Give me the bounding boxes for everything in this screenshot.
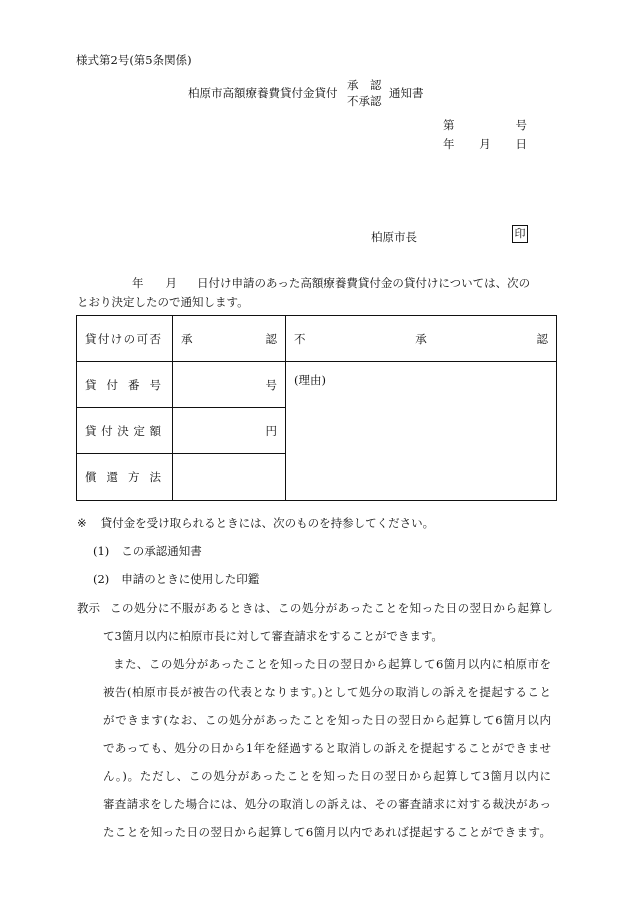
instruction-line-7: ん。)。ただし、この処分があったことを知った日の翌日から起算して3箇月以内に	[103, 769, 551, 783]
intro-line-1	[77, 275, 530, 291]
instruction-line-2: て3箇月以内に柏原市長に対して審査請求をすることができます。	[103, 629, 443, 643]
number-suffix: 号	[515, 118, 527, 132]
instruction-label: 教示	[77, 601, 100, 615]
instruction-line-8: 審査請求をした場合には、処分の取消しの訴えは、その審査請求に対する裁決があっ	[103, 797, 551, 811]
label-repayment-method: 償 還 方 法	[77, 454, 173, 501]
label-loan-approval: 貸 付 け の 可 否	[77, 316, 173, 362]
intro-year: 年	[132, 276, 144, 290]
instruction-line-4: 被告(柏原市長が被告の代表となります。)として処分の取消しの訴えを提起すること	[103, 685, 551, 699]
intro-month: 月	[165, 276, 177, 290]
issue-date	[443, 136, 527, 152]
note-mark: ※	[77, 516, 87, 530]
label-loan-number: 貸 付 番 号	[77, 362, 173, 408]
approve-cell: 承 認	[173, 316, 286, 362]
reject-cell: 不 承 認	[286, 316, 557, 362]
reason-field: (理由)	[286, 362, 557, 501]
loan-amount-field: 円	[173, 408, 286, 454]
reject-option: 不承認	[347, 94, 382, 108]
date-month: 月	[479, 137, 491, 151]
seal-stamp: 印	[512, 225, 528, 243]
approval-choice	[347, 77, 382, 109]
loan-number-field: 号	[173, 362, 286, 408]
repayment-method-field	[173, 454, 286, 501]
date-day: 日	[515, 137, 527, 151]
document-title: 柏原市高額療養費貸付金貸付	[188, 86, 338, 100]
instruction-line-5: ができます(なお、この処分があったことを知った日の翌日から起算して6箇月以内	[103, 713, 551, 727]
instruction-line-3: また、この処分があったことを知った日の翌日から起算して6箇月以内に柏原市を	[113, 657, 551, 671]
intro-text-1: 日付け申請のあった高額療養費貸付金の貸付けについては、次の	[197, 276, 531, 290]
instruction-line-6: であっても、処分の日から1年を経過すると取消しの訴えを提起することができませ	[103, 741, 551, 755]
document-number	[443, 117, 527, 133]
instruction-line-9: たことを知った日の翌日から起算して6箇月以内であれば提起することができます。	[103, 825, 551, 839]
decision-table	[76, 315, 557, 501]
note-item-2: (2) 申請のときに使用した印鑑	[93, 572, 260, 586]
date-year: 年	[443, 137, 455, 151]
note-line	[77, 515, 434, 531]
number-prefix: 第	[443, 118, 455, 132]
issuer-title: 柏原市長	[371, 230, 417, 244]
instruction-line-1: 教示 この処分に不服があるときは、この処分があったことを知った日の翌日から起算し	[77, 601, 553, 615]
form-number: 様式第2号(第5条関係)	[76, 53, 192, 67]
note-text: 貸付金を受け取られるときには、次のものを持参してください。	[100, 516, 435, 530]
document-title-suffix: 通知書	[389, 86, 424, 100]
note-item-1: (1) この承認通知書	[93, 544, 202, 558]
label-loan-amount: 貸 付 決 定 額	[77, 408, 173, 454]
approve-option: 承 認	[347, 78, 382, 92]
intro-line-2: とおり決定したので通知します。	[77, 295, 249, 309]
